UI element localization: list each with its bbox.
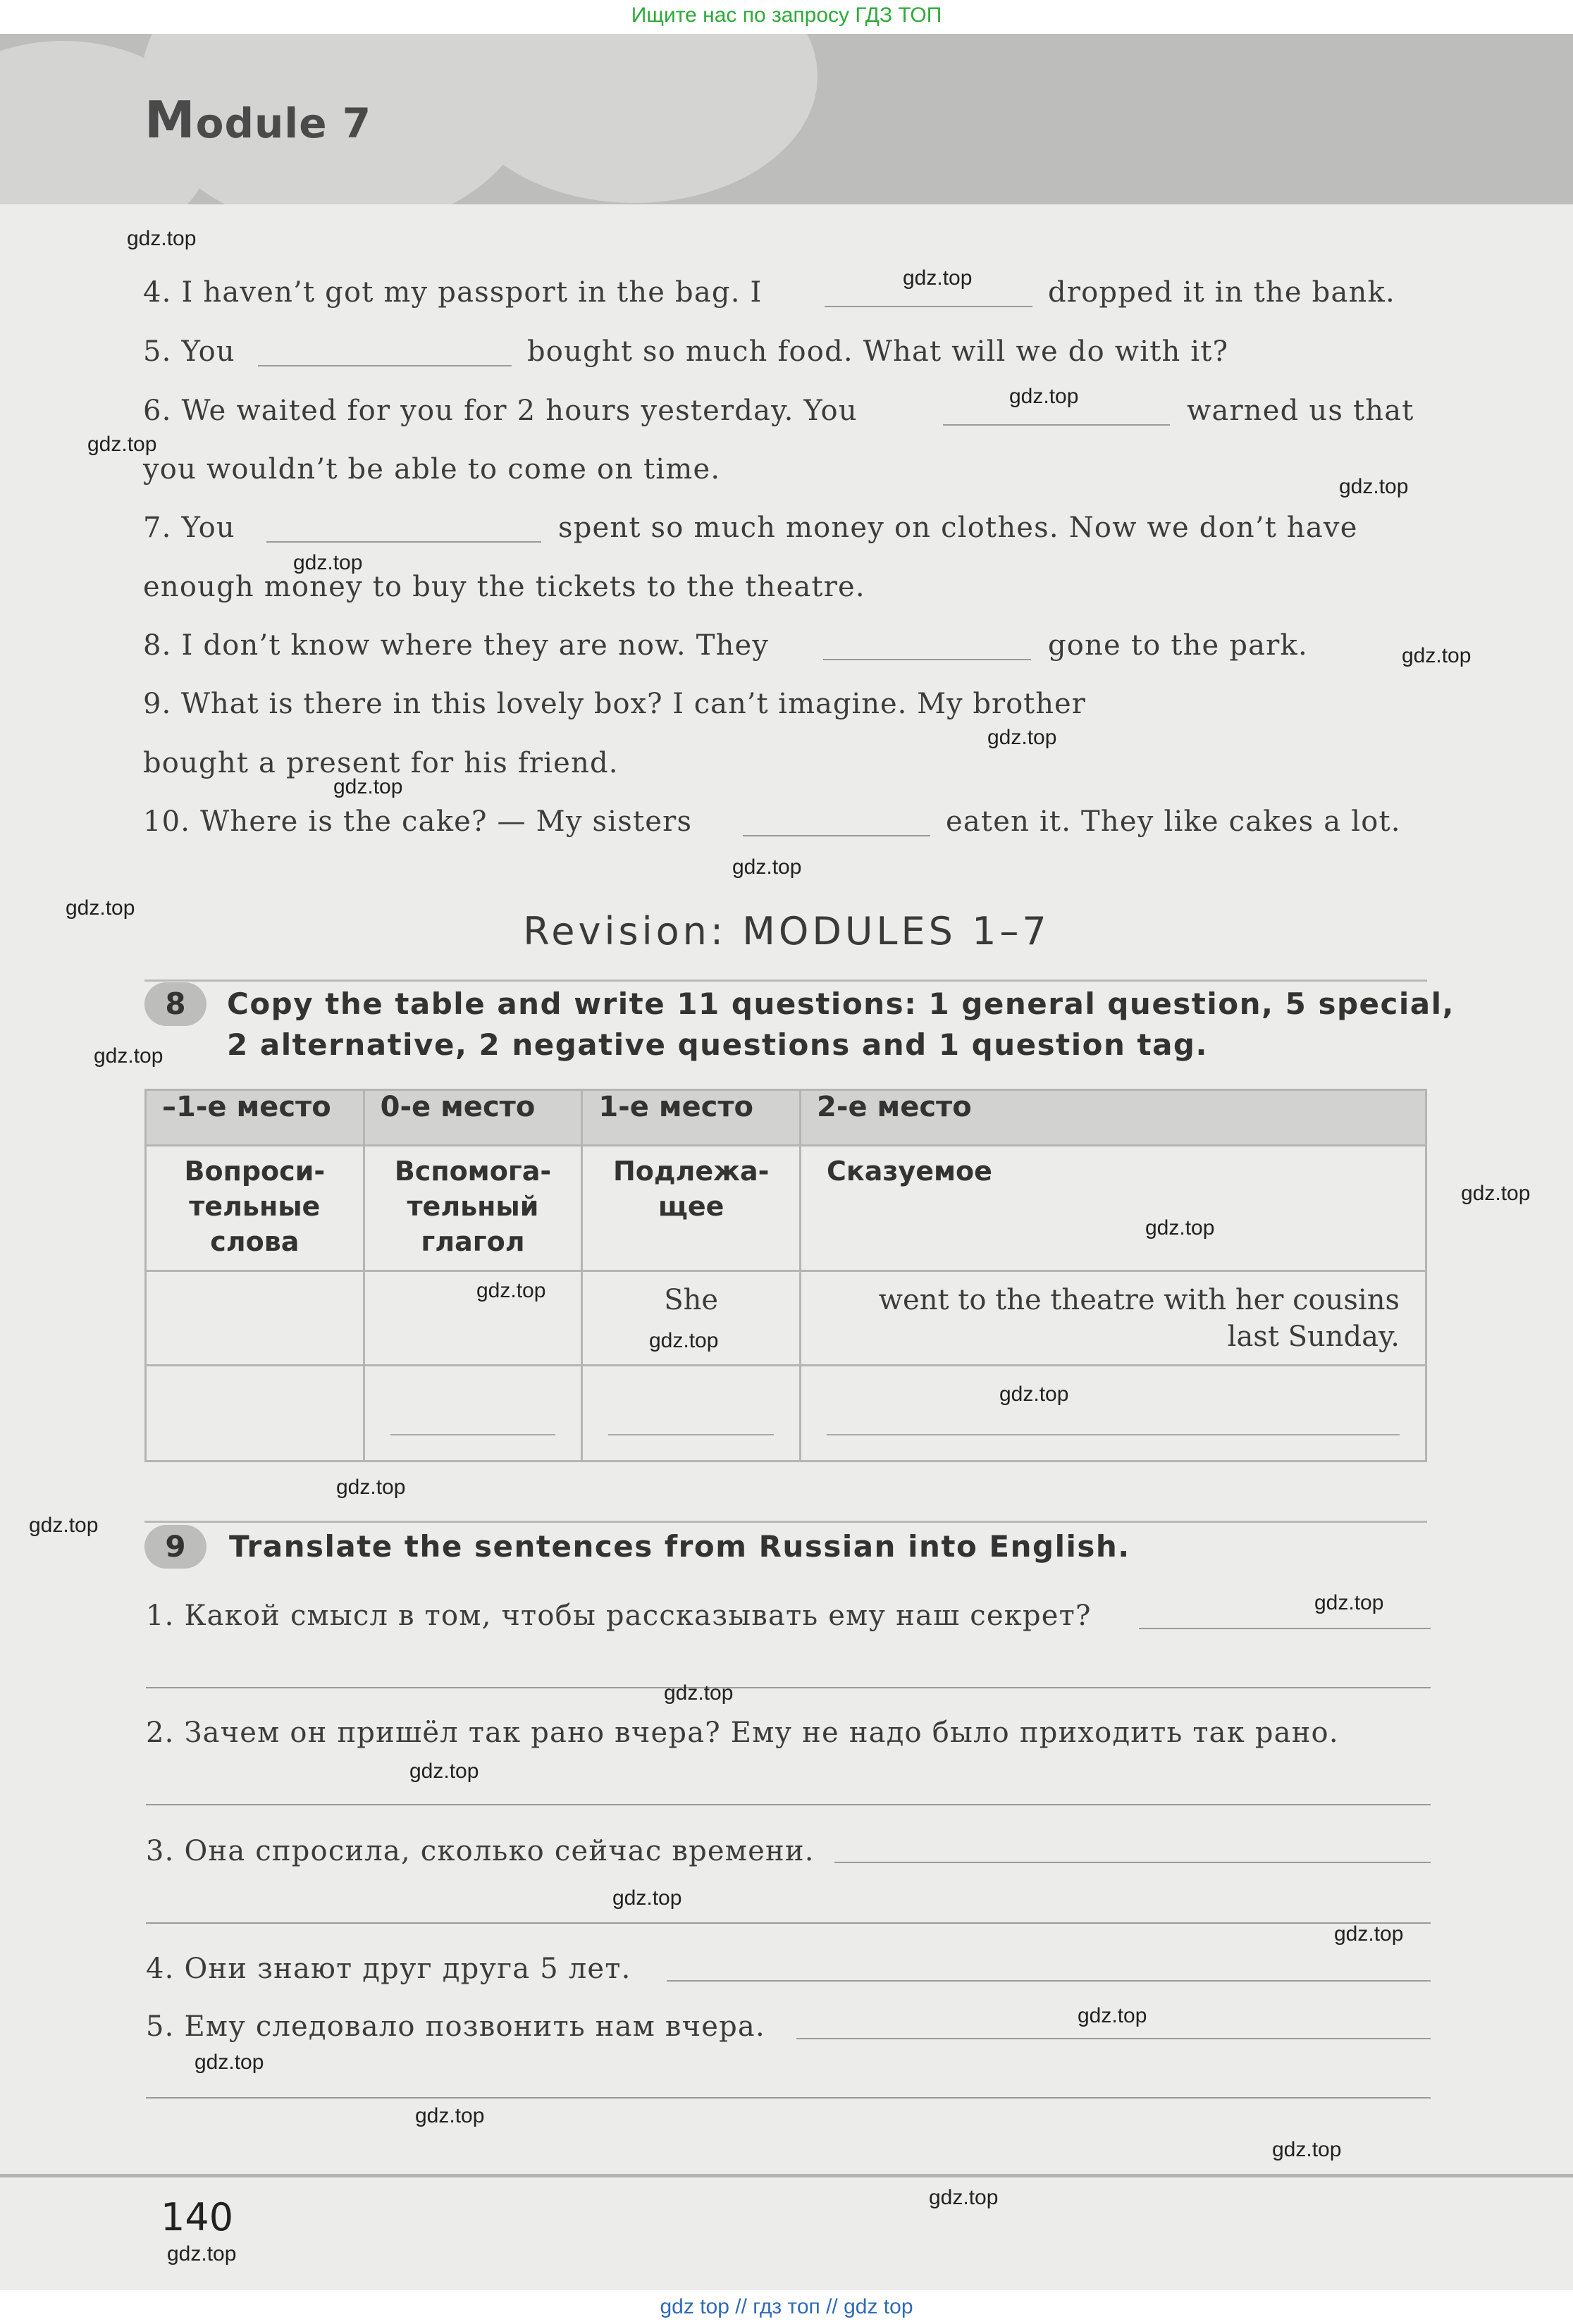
sentence-5-part-a: 5. You (143, 335, 235, 368)
watermark: gdz.top (336, 1476, 406, 1499)
table-cell[interactable] (146, 1366, 364, 1461)
sentence-7-part-a: 7. You (143, 512, 235, 544)
watermark: gdz.top (1339, 475, 1409, 498)
bottom-banner[interactable]: gdz top // гдз топ // gdz top (0, 2290, 1573, 2324)
example-predicate: went to the theatre with her cousins (878, 1284, 1400, 1316)
answer-blank-6[interactable] (943, 424, 1170, 426)
watermark: gdz.top (415, 2104, 485, 2127)
exercise-8-instruction: Copy the table and write 11 questions: 1 general question, 5 special, (227, 987, 1455, 1021)
top-banner[interactable]: Ищите нас по запросу ГДЗ ТОП (0, 0, 1573, 34)
answer-blank[interactable] (827, 1366, 1400, 1435)
sentence-6-part-a: 6. We waited for you for 2 hours yesterday. You (143, 395, 858, 427)
watermark: gdz.top (1272, 2138, 1342, 2161)
watermark: gdz.top (1461, 1182, 1531, 1205)
module-title: Module 7 (144, 90, 372, 149)
answer-blank-7[interactable] (266, 541, 541, 543)
watermark: gdz.top (1314, 1591, 1384, 1614)
russian-sentence-1: 1. Какой смысл в том, чтобы рассказывать ему наш секрет? (146, 1600, 1092, 1632)
watermark: gdz.top (87, 433, 157, 456)
answer-line-1[interactable] (1139, 1628, 1431, 1629)
divider (144, 979, 1427, 982)
watermark: gdz.top (409, 1760, 479, 1783)
sentence-4-part-a: 4. I haven’t got my passport in the bag. I (143, 276, 763, 309)
answer-blank-8[interactable] (823, 659, 1031, 660)
watermark: gdz.top (167, 2242, 237, 2266)
column-subheader: Сказуемое (827, 1156, 992, 1187)
answer-line-5[interactable] (796, 2038, 1431, 2039)
exercise-8-instruction-continued: 2 alternative, 2 negative questions and 1 question tag. (227, 1027, 1208, 1062)
russian-sentence-2: 2. Зачем он пришёл так рано вчера? Ему не надо было приходить так рано. (146, 1717, 1339, 1749)
watermark: gdz.top (649, 1329, 719, 1352)
column-subheader: Подлежа- щее (612, 1156, 770, 1222)
watermark: gdz.top (94, 1044, 164, 1068)
exercise-9-instruction: Translate the sentences from Russian into English. (229, 1529, 1130, 1564)
revision-title: Revision: MODULES 1–7 (523, 909, 1050, 953)
exercise-number-badge: 9 (144, 1525, 206, 1569)
watermark: gdz.top (333, 775, 403, 798)
watermark: gdz.top (999, 1383, 1069, 1406)
column-header: 1-е место (582, 1090, 801, 1146)
exercise-number-badge: 8 (144, 982, 206, 1026)
sentence-6-continued: you wouldn’t be able to come on time. (143, 453, 721, 486)
sentence-7-continued: enough money to buy the tickets to the theatre. (143, 571, 865, 603)
watermark: gdz.top (66, 896, 135, 920)
russian-sentence-4: 4. Они знают друг друга 5 лет. (146, 1953, 631, 1985)
column-header: 0-е место (364, 1090, 582, 1146)
watermark: gdz.top (1145, 1216, 1215, 1240)
divider (144, 1521, 1427, 1523)
watermark: gdz.top (929, 2186, 999, 2209)
sentence-8-part-a: 8. I don’t know where they are now. They (143, 629, 770, 662)
answer-line-2[interactable] (146, 1804, 1431, 1805)
watermark: gdz.top (903, 266, 973, 290)
answer-line-3[interactable] (834, 1862, 1431, 1863)
table-cell[interactable] (146, 1271, 364, 1366)
watermark: gdz.top (732, 855, 802, 879)
sentence-9: 9. What is there in this lovely box? I can’t imagine. My brother (143, 688, 1086, 720)
sentence-structure-table (144, 1089, 1427, 1462)
page-number: 140 (161, 2195, 234, 2239)
flower-petal-decoration (451, 34, 818, 203)
watermark: gdz.top (1402, 644, 1472, 667)
watermark: gdz.top (987, 726, 1057, 749)
sentence-10-part-a: 10. Where is the cake? — My sisters (143, 805, 693, 838)
column-header: –1-е место (146, 1090, 364, 1146)
footer-divider (0, 2174, 1573, 2177)
watermark: gdz.top (29, 1514, 99, 1537)
sentence-10-part-b: eaten it. They like cakes a lot. (946, 805, 1401, 838)
answer-line-5b[interactable] (146, 2097, 1431, 2099)
sentence-4-part-b: dropped it in the bank. (1048, 276, 1395, 309)
watermark: gdz.top (1078, 2004, 1147, 2027)
answer-blank-10[interactable] (743, 835, 930, 836)
column-header: 2-е место (801, 1090, 1426, 1146)
watermark: gdz.top (1009, 385, 1079, 408)
sentence-8-part-b: gone to the park. (1048, 629, 1308, 662)
answer-line-4[interactable] (667, 1980, 1431, 1982)
answer-blank[interactable] (608, 1366, 774, 1435)
table-cell[interactable] (364, 1271, 582, 1366)
watermark: gdz.top (1334, 1922, 1404, 1946)
answer-line-3b[interactable] (146, 1922, 1431, 1924)
answer-blank-5[interactable] (258, 365, 512, 366)
sentence-9-continued: bought a present for his friend. (143, 747, 619, 779)
answer-blank[interactable] (390, 1366, 556, 1435)
watermark: gdz.top (612, 1886, 682, 1910)
sentence-5-part-b: bought so much food. What will we do with it? (527, 335, 1229, 368)
watermark: gdz.top (664, 1681, 734, 1705)
example-predicate-continued: last Sunday. (1227, 1321, 1400, 1353)
sentence-6-part-b: warned us that (1187, 395, 1414, 427)
watermark: gdz.top (127, 227, 197, 250)
column-subheader: Вопроси- тельные слова (184, 1156, 326, 1257)
watermark: gdz.top (476, 1279, 546, 1302)
watermark: gdz.top (293, 551, 363, 574)
russian-sentence-5: 5. Ему следовало позвонить нам вчера. (146, 2010, 765, 2043)
column-subheader: Вспомога- тельный глагол (394, 1156, 552, 1257)
sentence-7-part-b: spent so much money on clothes. Now we don’t have (558, 512, 1358, 544)
answer-line-1b[interactable] (146, 1687, 1431, 1688)
watermark: gdz.top (195, 2051, 264, 2074)
russian-sentence-3: 3. Она спросила, сколько сейчас времени. (146, 1835, 815, 1867)
answer-blank-4[interactable] (825, 306, 1032, 307)
example-subject: She (664, 1284, 719, 1316)
